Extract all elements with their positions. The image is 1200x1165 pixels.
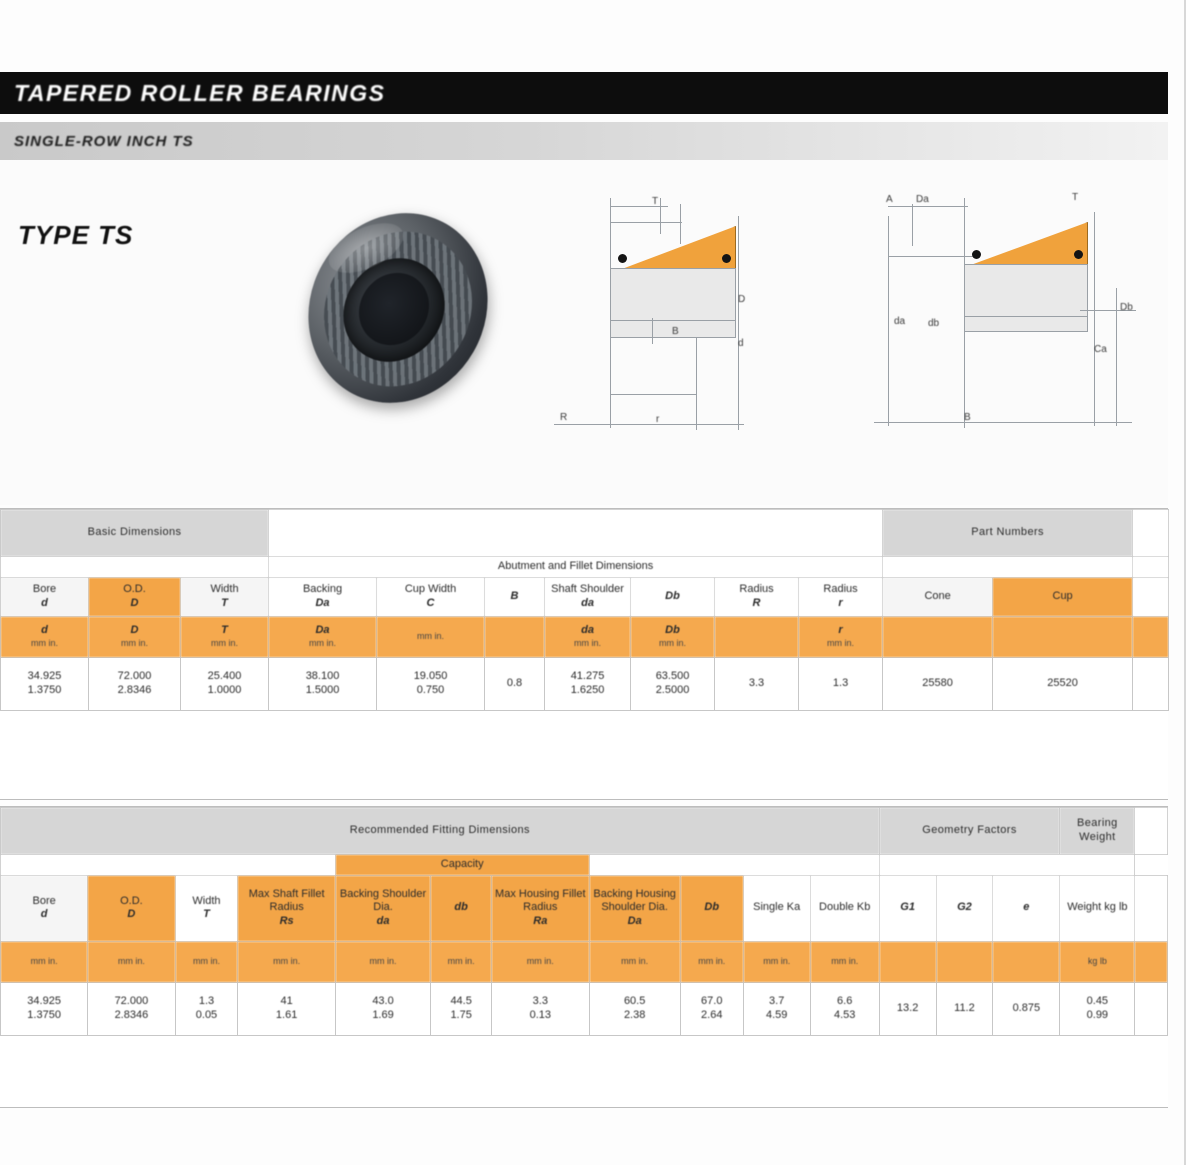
table2-subgroup-spacer-far — [879, 855, 1135, 876]
cell2-housing-backing: 67.0 2.64 — [680, 982, 743, 1035]
unit-shaft-shoulder-unit: mm in. — [574, 638, 602, 648]
col2-od — [88, 875, 175, 941]
table1-note-spacer-left — [1, 557, 269, 578]
col2-housing-fillet-label: Max Housing Fillet Radius — [495, 887, 586, 914]
group-header-abutment-spacer — [269, 510, 883, 557]
unit2-backing-unit: mm in. — [447, 956, 475, 967]
group-header-factors: Geometry Factors — [879, 808, 1060, 855]
page-subtitle: SINGLE-ROW INCH TS — [14, 132, 194, 150]
unit2-housing-backing-unit: mm in. — [698, 956, 726, 967]
col2-g1 — [879, 875, 936, 941]
unit2-od-unit: mm in. — [117, 956, 145, 967]
col2-bore-symbol: d — [40, 908, 48, 921]
bearing-section-drawing-mounting: A Da T Db da db Ca B — [872, 198, 1142, 458]
col-cone-width — [485, 577, 545, 616]
unit-housing-shoulder-symbol: Db — [665, 624, 680, 637]
unit2-housing-dia — [589, 941, 680, 982]
cell-cone-part: 25580 — [883, 657, 993, 710]
unit-cup-width — [377, 616, 485, 657]
page-subheader-band — [0, 122, 1168, 160]
unit2-od — [88, 941, 175, 982]
col2-width — [175, 875, 238, 941]
cell-cup-width: 19.050 0.750 — [377, 657, 485, 710]
col-radius-R-symbol: R — [752, 596, 761, 609]
unit2-bore-unit: mm in. — [30, 956, 58, 967]
group-header-part-numbers: Part Numbers — [883, 510, 1133, 557]
col-width-label: Width — [210, 583, 239, 595]
col2-weight — [1060, 875, 1135, 941]
cell-shaft-shoulder: 41.275 1.6250 — [545, 657, 631, 710]
cell2-backing-dia: 43.0 1.69 — [335, 982, 430, 1035]
unit-radius-r-symbol: r — [838, 624, 843, 637]
col2-housing-dia-symbol: Da — [627, 915, 642, 928]
unit-bore — [1, 616, 89, 657]
unit-cone-width — [485, 616, 545, 657]
unit-radius-r — [799, 616, 883, 657]
unit2-weight-unit: kg lb — [1087, 956, 1107, 967]
unit-cup-part — [993, 616, 1133, 657]
col2-housing-backing — [680, 875, 743, 941]
col-cup-width-label: Cup Width — [404, 583, 457, 595]
col-bore-label: Bore — [32, 583, 57, 595]
unit-housing-shoulder-unit: mm in. — [659, 638, 687, 648]
unit2-shaft-fillet-unit: mm in. — [273, 956, 301, 967]
col2-bore-label: Bore — [32, 894, 56, 907]
col2-housing-backing-symbol: Db — [704, 901, 720, 914]
unit-od-unit: mm in. — [121, 638, 148, 648]
unit2-g2 — [936, 941, 993, 982]
cell-housing-shoulder: 63.500 2.5000 — [631, 657, 715, 710]
unit2-width — [175, 941, 238, 982]
col-housing-shoulder — [631, 577, 715, 616]
col2-backing — [431, 875, 492, 941]
col2-housing-dia — [589, 875, 680, 941]
col-od — [89, 577, 181, 616]
col-radius-r-label: Radius — [823, 583, 858, 595]
cell2-g2: 11.2 — [936, 982, 993, 1035]
cell2-housing-fillet: 3.3 0.13 — [492, 982, 589, 1035]
col-width — [181, 577, 269, 616]
page-header-band — [0, 72, 1168, 114]
unit2-backing-dia-unit: mm in. — [369, 956, 397, 967]
col2-kb — [810, 875, 879, 941]
cell-bore: 34.925 1.3750 — [1, 657, 89, 710]
unit-shaft-shoulder — [545, 616, 631, 657]
col2-width-symbol: T — [203, 908, 210, 921]
unit2-edge — [1135, 941, 1168, 982]
group-header-dimensions: Basic Dimensions — [1, 510, 269, 557]
col-cone-width-symbol: B — [510, 589, 519, 602]
subgroup-header-backing: Capacity — [335, 855, 589, 876]
cell-edge — [1133, 657, 1169, 710]
cell-cup-part: 25520 — [993, 657, 1133, 710]
col2-weight-label: Weight kg lb — [1067, 901, 1128, 914]
unit2-shaft-fillet — [238, 941, 335, 982]
col-od-symbol: D — [130, 596, 139, 609]
group-header-mass: Bearing Weight — [1060, 808, 1135, 855]
col-bore-symbol: d — [41, 596, 48, 609]
cell2-od: 72.000 2.8346 — [88, 982, 175, 1035]
group-header-abutment: Abutment and Fillet Dimensions — [269, 557, 883, 578]
unit2-housing-fillet-unit: mm in. — [526, 956, 554, 967]
col2-shaft-fillet-label: Max Shaft Fillet Radius — [248, 887, 325, 914]
unit2-kb — [810, 941, 879, 982]
cell-od: 72.000 2.8346 — [89, 657, 181, 710]
bearing-section-drawing-basic: T D d R r B — [552, 198, 802, 458]
table2-subgroup-spacer-left — [1, 855, 336, 876]
cell2-bore: 34.925 1.3750 — [1, 982, 88, 1035]
unit-backing — [269, 616, 377, 657]
group-header-mounting: Recommended Fitting Dimensions — [1, 808, 880, 855]
table1-label-edge — [1133, 577, 1169, 616]
col-radius-R-label: Radius — [739, 583, 774, 595]
unit-od-symbol: D — [130, 624, 139, 637]
unit-backing-symbol: Da — [315, 624, 330, 637]
col-cone-part: Cone — [883, 577, 993, 616]
unit-bore-unit: mm in. — [31, 638, 58, 648]
col2-bore — [1, 875, 88, 941]
col-backing-symbol: Da — [315, 596, 330, 609]
unit2-ka — [743, 941, 810, 982]
cell2-backing: 44.5 1.75 — [431, 982, 492, 1035]
cell-radius-R: 3.3 — [715, 657, 799, 710]
col-cup-part: Cup — [993, 577, 1133, 616]
cell2-g1: 13.2 — [879, 982, 936, 1035]
col-radius-R — [715, 577, 799, 616]
col-radius-r — [799, 577, 883, 616]
col2-housing-dia-label: Backing Housing Shoulder Dia. — [593, 887, 676, 914]
cell2-shaft-fillet: 41 1.61 — [238, 982, 335, 1035]
unit-edge — [1133, 616, 1169, 657]
page-title: TAPERED ROLLER BEARINGS — [14, 79, 386, 106]
figure-area — [0, 160, 1168, 505]
col-shaft-shoulder-symbol: da — [581, 596, 594, 609]
unit-width-unit: mm in. — [211, 638, 238, 648]
unit2-ka-unit: mm in. — [763, 956, 791, 967]
col-cup-width-symbol: C — [426, 596, 435, 609]
unit-shaft-shoulder-symbol: da — [581, 624, 594, 637]
col2-edge — [1135, 875, 1168, 941]
cell2-e: 0.875 — [993, 982, 1060, 1035]
table2-subgroup-spacer-right — [589, 855, 879, 876]
col2-housing-fillet — [492, 875, 589, 941]
col2-g2 — [936, 875, 993, 941]
tapered-roller-bearing-photo — [298, 208, 498, 408]
unit2-bore — [1, 941, 88, 982]
unit2-kb-unit: mm in. — [831, 956, 859, 967]
unit2-g1 — [879, 941, 936, 982]
bearing-type-label: TYPE TS — [18, 220, 134, 250]
col2-ka — [743, 875, 810, 941]
cell-cone-width: 0.8 — [485, 657, 545, 710]
unit2-backing-dia — [335, 941, 430, 982]
col-backing-label: Backing — [302, 583, 343, 595]
table-row — [1, 657, 1169, 710]
cell2-kb: 6.6 4.53 — [810, 982, 879, 1035]
col-od-label: O.D. — [123, 583, 146, 595]
table1-note-edge — [1133, 557, 1169, 578]
col-width-symbol: T — [221, 596, 228, 609]
col-shaft-shoulder-label: Shaft Shoulder — [551, 583, 624, 595]
col2-shaft-fillet — [238, 875, 335, 941]
unit2-housing-dia-unit: mm in. — [621, 956, 649, 967]
col2-ka-label: Single Ka — [753, 901, 801, 914]
unit-cone-part — [883, 616, 993, 657]
unit-radius-R — [715, 616, 799, 657]
unit2-width-unit: mm in. — [192, 956, 220, 967]
col2-width-label: Width — [192, 894, 221, 907]
table-row — [1, 982, 1168, 1035]
col-backing — [269, 577, 377, 616]
col2-e-symbol: e — [1023, 901, 1030, 914]
unit2-e — [993, 941, 1060, 982]
cell-width: 25.400 1.0000 — [181, 657, 269, 710]
unit-backing-unit: mm in. — [309, 638, 337, 648]
table1-note-spacer-right — [883, 557, 1133, 578]
unit2-weight — [1060, 941, 1135, 982]
col2-housing-fillet-symbol: Ra — [533, 915, 548, 928]
table1-edge-spacer — [1133, 510, 1169, 557]
col2-e — [993, 875, 1060, 941]
unit-width-symbol: T — [221, 624, 228, 637]
unit-bore-symbol: d — [41, 624, 48, 637]
unit2-backing — [431, 941, 492, 982]
cell2-width: 1.3 0.05 — [175, 982, 238, 1035]
unit2-housing-fillet — [492, 941, 589, 982]
col2-backing-dia-label: Backing Shoulder Dia. — [339, 887, 427, 914]
cell-backing: 38.100 1.5000 — [269, 657, 377, 710]
col2-od-label: O.D. — [120, 894, 143, 907]
col-housing-shoulder-symbol: Db — [665, 589, 680, 602]
col2-kb-label: Double Kb — [819, 901, 871, 914]
col2-g2-symbol: G2 — [957, 901, 972, 914]
cell2-housing-dia: 60.5 2.38 — [589, 982, 680, 1035]
cell2-ka: 3.7 4.59 — [743, 982, 810, 1035]
col2-backing-dia-symbol: da — [376, 915, 390, 928]
table2-edge-spacer — [1135, 808, 1168, 855]
col-cup-width — [377, 577, 485, 616]
unit-od — [89, 616, 181, 657]
fitting-dimensions-table — [0, 806, 1168, 1108]
col2-backing-symbol: db — [454, 901, 468, 914]
unit-cup-width-unit: mm in. — [417, 631, 445, 642]
cell2-edge — [1135, 982, 1168, 1035]
col2-backing-dia — [335, 875, 430, 941]
col2-g1-symbol: G1 — [900, 901, 915, 914]
col2-od-symbol: D — [127, 908, 136, 921]
col-shaft-shoulder — [545, 577, 631, 616]
unit2-housing-backing — [680, 941, 743, 982]
next-page-edge — [1184, 0, 1200, 1165]
col-bore — [1, 577, 89, 616]
cell2-weight: 0.45 0.99 — [1060, 982, 1135, 1035]
unit-width — [181, 616, 269, 657]
basic-dimensions-table — [0, 508, 1168, 800]
unit-radius-r-unit: mm in. — [827, 638, 855, 648]
col-radius-r-symbol: r — [838, 596, 843, 609]
col2-shaft-fillet-symbol: Rs — [279, 915, 294, 928]
unit-housing-shoulder — [631, 616, 715, 657]
cell-radius-r: 1.3 — [799, 657, 883, 710]
